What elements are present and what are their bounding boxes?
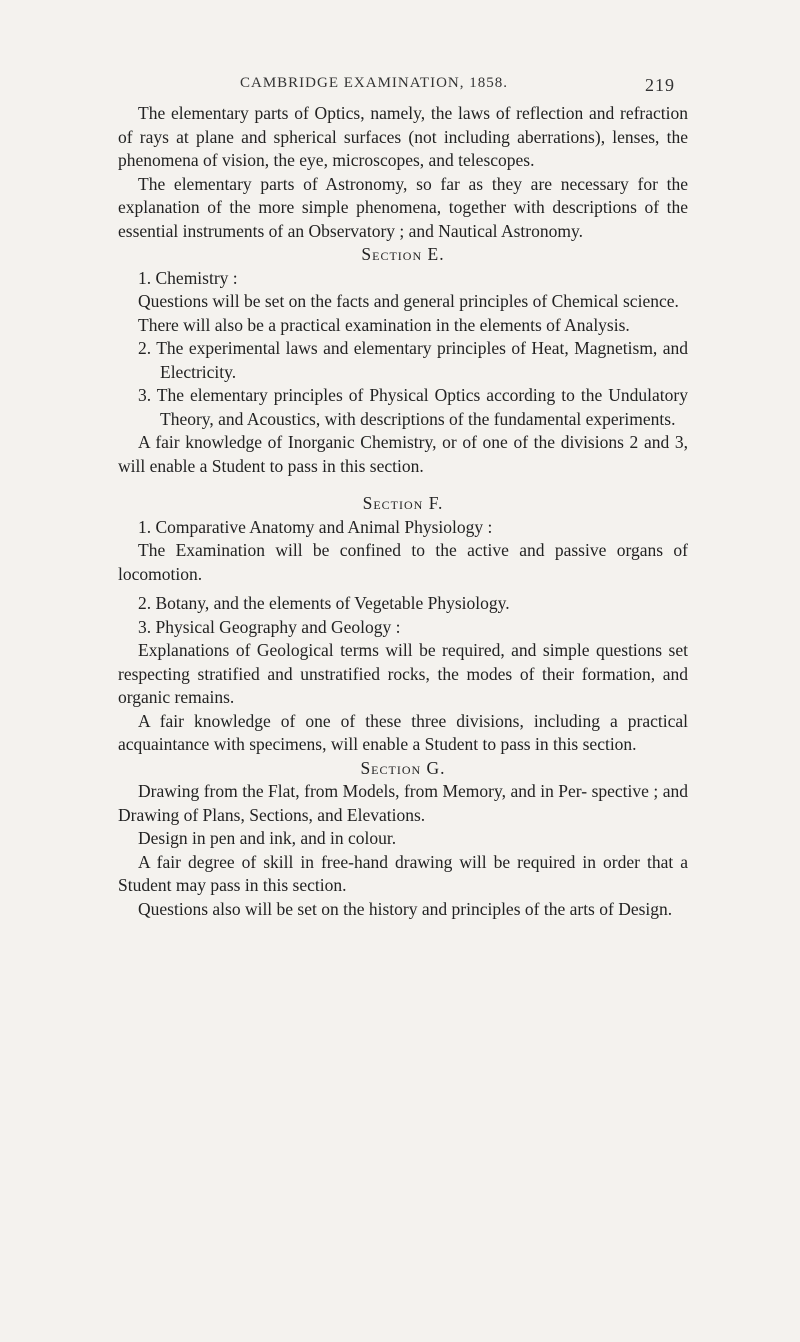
running-title: CAMBRIDGE EXAMINATION, 1858. bbox=[240, 75, 508, 91]
item-e2: 2. The experimental laws and elementary principles of Heat, Magnetism, and Electricity. bbox=[138, 338, 688, 382]
item-e1-paragraph-1: Questions will be set on the facts and general principles of Chemical science. bbox=[138, 291, 679, 311]
item-e1-title: 1. Chemistry : bbox=[138, 267, 238, 288]
item-f3-title: 3. Physical Geography and Geology : bbox=[138, 616, 401, 637]
section-g-paragraph-2: Design in pen and ink, and in colour. bbox=[138, 828, 397, 848]
item-f2: 2. Botany, and the elements of Vegetable Physiology. bbox=[138, 593, 510, 613]
section-g-paragraph-4: Questions also will be set on the history and principles of the arts of Design. bbox=[138, 898, 673, 919]
page-body bbox=[118, 102, 688, 921]
paragraph-optics: The elementary parts of Optics, namely, the laws of reflection and refraction of rays at plane and spherical surfaces (not including aberrations), lenses, the phenomena of vision, the eye, microscopes, and telescopes. bbox=[118, 103, 688, 170]
page-number: 219 bbox=[645, 75, 675, 95]
item-f1-paragraph: The Examination will be confined to the active and passive organs of locomotion. bbox=[118, 540, 688, 584]
section-e-note: A fair knowledge of Inorganic Chemistry, or of one of the divisions 2 and 3, will enable a Student to pass in this section. bbox=[118, 432, 688, 476]
section-g-paragraph-1: Drawing from the Flat, from Models, from Memory, and in Per- spective ; and Drawing of Plans, Sections, and Elevations. bbox=[118, 781, 688, 825]
section-f-note: A fair knowledge of one of these three divisions, including a practical acquaintance with specimens, will enable a Student to pass in this section. bbox=[118, 710, 688, 754]
paragraph-astronomy: The elementary parts of Astronomy, so far as they are necessary for the explanation of the more simple phenomena, together with descriptions of the essential instruments of an Observatory ; and Nautical Astronomy. bbox=[118, 173, 688, 241]
item-e1-paragraph-2: There will also be a practical examination in the elements of Analysis. bbox=[138, 314, 630, 335]
section-e-heading: Section E. bbox=[361, 244, 445, 264]
item-e3: 3. The elementary principles of Physical Optics according to the Undulatory Theory, and Acoustics, with descriptions of the fundamental experiments. bbox=[138, 385, 688, 429]
section-g-paragraph-3: A fair degree of skill in free-hand drawing will be required in order that a Student may pass in this section. bbox=[118, 851, 688, 895]
item-f3-paragraph: Explanations of Geological terms will be required, and simple questions set respecting stratified and unstratified rocks, the modes of their formation, and organic remains. bbox=[118, 640, 688, 707]
section-g-heading: Section G. bbox=[360, 757, 446, 778]
item-f1-title: 1. Comparative Anatomy and Animal Physiology : bbox=[138, 516, 493, 537]
section-f-heading: Section F. bbox=[362, 493, 444, 513]
